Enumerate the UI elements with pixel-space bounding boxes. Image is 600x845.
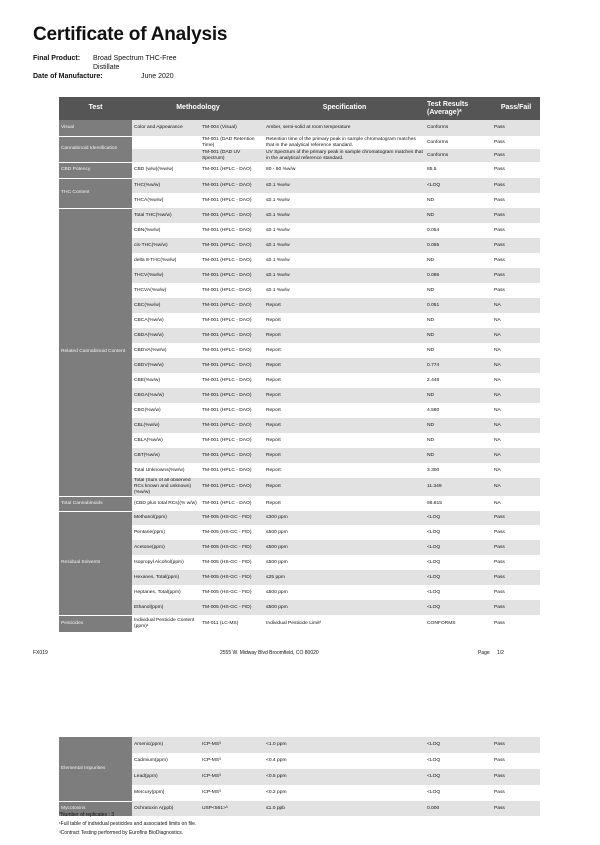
- footnote-pesticides: ¹Full table of individual pesticides and associated limits on file.: [59, 821, 197, 827]
- test-name-cell: CBT(%w/w): [132, 448, 200, 463]
- pass-fail-cell: Pass: [492, 555, 540, 570]
- test-group-cell: Total Cannabinoids: [59, 496, 132, 511]
- spec-cell: Report: [264, 328, 425, 343]
- document-title: Certificate of Analysis: [33, 24, 228, 45]
- test-name-cell: Hexanes, Total(ppm): [132, 570, 200, 585]
- pass-fail-cell: Pass: [492, 149, 540, 162]
- pass-fail-cell: Pass: [492, 785, 540, 801]
- pass-fail-cell: NA: [492, 418, 540, 433]
- test-name-cell: THC(%w/w): [132, 178, 200, 193]
- test-group-cell: THC Content: [59, 178, 132, 208]
- header-test-results: Test Results (Average)*: [425, 97, 492, 120]
- method-cell: TM-001 (HPLC - DAO): [200, 162, 264, 178]
- result-cell: 11.349: [425, 478, 492, 496]
- result-cell: 4.580: [425, 403, 492, 418]
- result-cell: <LOQ: [425, 525, 492, 540]
- pass-fail-cell: Pass: [492, 600, 540, 615]
- result-cell: ND: [425, 313, 492, 328]
- spec-cell: ≤500 ppm: [264, 525, 425, 540]
- test-name-cell: [132, 136, 200, 149]
- table-row: [59, 600, 540, 615]
- spec-cell: Report: [264, 448, 425, 463]
- test-name-cell: THCV(%w/w): [132, 268, 200, 283]
- test-name-cell: CBDVA(%w/w): [132, 343, 200, 358]
- test-name-cell: CBE(%w/w): [132, 373, 200, 388]
- spec-cell: Report: [264, 313, 425, 328]
- table-row: [59, 555, 540, 570]
- test-name-cell: Color and Appearance: [132, 120, 200, 136]
- pass-fail-cell: Pass: [492, 136, 540, 149]
- test-group-cell: Cannabinoid Identification: [59, 136, 132, 162]
- result-cell: <LOQ: [425, 737, 492, 753]
- spec-cell: Report: [264, 388, 425, 403]
- test-name-cell: THCA(%w/w): [132, 193, 200, 208]
- method-cell: TM-005 (HS-GC - FID): [200, 555, 264, 570]
- result-cell: <LOQ: [425, 570, 492, 585]
- pass-fail-cell: Pass: [492, 615, 540, 632]
- test-name-cell: Total THC(%w/w): [132, 208, 200, 223]
- method-cell: TM-001 (DAD Retention Time): [200, 136, 264, 149]
- pass-fail-cell: NA: [492, 313, 540, 328]
- header-pass-fail: Pass/Fail: [492, 97, 540, 120]
- method-cell: TM-001 (HPLC - DAO): [200, 298, 264, 313]
- result-cell: CONFORMS: [425, 615, 492, 632]
- footer-address: 2555 W. Midway Blvd Broomfield, CO 80020: [220, 650, 319, 656]
- table-row: [59, 253, 540, 268]
- pass-fail-cell: NA: [492, 433, 540, 448]
- method-cell: TM-001 (HPLC - DAO): [200, 418, 264, 433]
- method-cell: TM-005 (HS-GC - FID): [200, 511, 264, 525]
- test-group-cell: Elemental Impurities: [59, 737, 132, 801]
- footer-code: FX019: [33, 650, 48, 656]
- method-cell: TM-001 (DAD UV Spectrum): [200, 149, 264, 162]
- spec-cell: Report: [264, 463, 425, 478]
- result-cell: 0.774: [425, 358, 492, 373]
- test-group-cell: Residual Solvents: [59, 511, 132, 615]
- table-row: [59, 120, 540, 136]
- method-cell: TM-001 (HPLC - DAO): [200, 463, 264, 478]
- pass-fail-cell: NA: [492, 478, 540, 496]
- spec-cell: ≤0.1 %w/w: [264, 208, 425, 223]
- spec-cell: <0.5 ppm: [264, 769, 425, 785]
- pass-fail-cell: Pass: [492, 193, 540, 208]
- spec-cell: <0.2 ppm: [264, 785, 425, 801]
- final-product-label: Final Product:: [33, 55, 81, 62]
- spec-cell: ≤0.1 %w/w: [264, 238, 425, 253]
- pass-fail-cell: NA: [492, 328, 540, 343]
- spec-cell: ≤0.1 %w/w: [264, 283, 425, 298]
- method-cell: ICP-MS³: [200, 769, 264, 785]
- method-cell: TM-001 (HPLC - DAO): [200, 403, 264, 418]
- result-cell: <LOQ: [425, 769, 492, 785]
- test-name-cell: CBDV(%w/w): [132, 358, 200, 373]
- method-cell: TM-001 (HPLC - DAO): [200, 358, 264, 373]
- spec-cell: 80 - 90 %w/w: [264, 162, 425, 178]
- result-cell: ND: [425, 283, 492, 298]
- method-cell: TM-001 (HPLC - DAO): [200, 178, 264, 193]
- table-row: [59, 769, 540, 785]
- table-row: [59, 388, 540, 403]
- spec-cell: Report: [264, 298, 425, 313]
- spec-cell: <1.0 ppm: [264, 737, 425, 753]
- spec-cell: ≤0.1 %w/w: [264, 223, 425, 238]
- pass-fail-cell: Pass: [492, 753, 540, 769]
- results-table-page2-body: [59, 737, 540, 816]
- pass-fail-cell: Pass: [492, 268, 540, 283]
- result-cell: ND: [425, 193, 492, 208]
- pass-fail-cell: NA: [492, 343, 540, 358]
- result-cell: Conforms: [425, 136, 492, 149]
- table-row: [59, 585, 540, 600]
- test-name-cell: CBG(%w/w): [132, 403, 200, 418]
- spec-cell: Report: [264, 418, 425, 433]
- table-row: [59, 149, 540, 162]
- pass-fail-cell: Pass: [492, 223, 540, 238]
- pass-fail-cell: Pass: [492, 238, 540, 253]
- spec-cell: ≤500 ppm: [264, 555, 425, 570]
- spec-cell: ≤0.1 %w/w: [264, 193, 425, 208]
- spec-cell: Report: [264, 358, 425, 373]
- pass-fail-cell: NA: [492, 388, 540, 403]
- result-cell: ND: [425, 418, 492, 433]
- pass-fail-cell: NA: [492, 373, 540, 388]
- test-name-cell: Ethanol(ppm): [132, 600, 200, 615]
- table-row: [59, 343, 540, 358]
- manufacture-date-label: Date of Manufacture:: [33, 73, 103, 80]
- method-cell: TM-011 (LC-MS): [200, 615, 264, 632]
- pass-fail-cell: NA: [492, 298, 540, 313]
- method-cell: TM-001 (HPLC - DAO): [200, 373, 264, 388]
- method-cell: USP<561>³: [200, 801, 264, 816]
- method-cell: TM-001 (HPLC - DAO): [200, 283, 264, 298]
- table-row: [59, 418, 540, 433]
- test-name-cell: Isopropyl Alcohol(ppm): [132, 555, 200, 570]
- footnotes: [59, 811, 196, 838]
- table-row: [59, 313, 540, 328]
- test-name-cell: Mercury(ppm): [132, 785, 200, 801]
- table-row: [59, 136, 540, 149]
- method-cell: ICP-MS³: [200, 785, 264, 801]
- method-cell: TM-001 (HPLC - DAO): [200, 343, 264, 358]
- pass-fail-cell: NA: [492, 496, 540, 511]
- footnote-replicates: *Number of replicates : 3: [59, 812, 115, 818]
- table-row: [59, 433, 540, 448]
- spec-cell: Report: [264, 496, 425, 511]
- pass-fail-cell: NA: [492, 463, 540, 478]
- result-cell: <LOQ: [425, 511, 492, 525]
- header-test: Test: [59, 97, 132, 120]
- test-name-cell: Ochratoxin A(ppb): [132, 801, 200, 816]
- method-cell: TM-005 (HS-GC - FID): [200, 525, 264, 540]
- method-cell: TM-001 (HPLC - DAO): [200, 433, 264, 448]
- test-name-cell: [132, 149, 200, 162]
- test-name-cell: (CBD plus total RCs)(% w/w): [132, 496, 200, 511]
- test-group-cell: CBD Potency: [59, 162, 132, 178]
- table-row: [59, 298, 540, 313]
- footer-page-number: 1/2: [497, 650, 504, 656]
- spec-cell: ≤0.1 %w/w: [264, 178, 425, 193]
- method-cell: TM-001 (HPLC - DAO): [200, 208, 264, 223]
- result-cell: ND: [425, 448, 492, 463]
- spec-cell: Report: [264, 403, 425, 418]
- test-name-cell: THCVA(%w/w): [132, 283, 200, 298]
- table-row: [59, 283, 540, 298]
- test-name-cell: CBL(%w/w): [132, 418, 200, 433]
- table-row: [59, 193, 540, 208]
- method-cell: TM-005 (HS-GC - FID): [200, 570, 264, 585]
- final-product-line1: Broad Spectrum THC-Free: [93, 55, 177, 62]
- method-cell: TM-001 (HPLC - DAO): [200, 313, 264, 328]
- test-group-cell: Pesticides: [59, 615, 132, 632]
- test-name-cell: Lead(ppm): [132, 769, 200, 785]
- method-cell: TM-001 (HPLC - DAO): [200, 448, 264, 463]
- test-name-cell: cis-THC(%w/w): [132, 238, 200, 253]
- table-row: [59, 358, 540, 373]
- result-cell: ND: [425, 343, 492, 358]
- result-cell: 0.054: [425, 223, 492, 238]
- pass-fail-cell: NA: [492, 403, 540, 418]
- method-cell: TM-001 (HPLC - DAO): [200, 223, 264, 238]
- final-product-line2: Distillate: [93, 64, 120, 71]
- result-cell: 0.086: [425, 268, 492, 283]
- table-row: [59, 268, 540, 283]
- table-row: [59, 403, 540, 418]
- table-row: [59, 785, 540, 801]
- method-cell: TM-005 (HS-GC - FID): [200, 585, 264, 600]
- result-cell: ND: [425, 388, 492, 403]
- table-row: [59, 178, 540, 193]
- pass-fail-cell: NA: [492, 448, 540, 463]
- test-name-cell: Arsenic(ppm): [132, 737, 200, 753]
- pass-fail-cell: Pass: [492, 283, 540, 298]
- pass-fail-cell: NA: [492, 358, 540, 373]
- manufacture-date: [33, 73, 174, 80]
- table-row: [59, 737, 540, 753]
- table-row: [59, 448, 540, 463]
- header-methodology: Methodology: [132, 97, 264, 120]
- result-cell: 0.055: [425, 238, 492, 253]
- table-row: [59, 208, 540, 223]
- method-cell: TM-001 (HPLC - DAO): [200, 478, 264, 496]
- method-cell: ICP-MS³: [200, 753, 264, 769]
- table-row: [59, 511, 540, 525]
- result-cell: ND: [425, 253, 492, 268]
- test-name-cell: Heptanes, Total(ppm): [132, 585, 200, 600]
- test-group-cell: Visual: [59, 120, 132, 136]
- table-row: [59, 496, 540, 511]
- pass-fail-cell: Pass: [492, 525, 540, 540]
- spec-cell: ≤500 ppm: [264, 585, 425, 600]
- test-name-cell: CBDA(%w/w): [132, 328, 200, 343]
- method-cell: TM-001 (HPLC - DAO): [200, 193, 264, 208]
- test-name-cell: Acetone(ppm): [132, 540, 200, 555]
- result-cell: 3.300: [425, 463, 492, 478]
- final-product: [33, 55, 177, 71]
- test-name-cell: Methanol(ppm): [132, 511, 200, 525]
- method-cell: ICP-MS³: [200, 737, 264, 753]
- spec-cell: ≤25 ppm: [264, 570, 425, 585]
- spec-cell: ≤500 ppm: [264, 600, 425, 615]
- spec-cell: ≤300 ppm: [264, 511, 425, 525]
- spec-cell: Report: [264, 478, 425, 496]
- results-table-page2: [59, 737, 540, 817]
- spec-cell: <0.4 ppm: [264, 753, 425, 769]
- spec-cell: Retention time of the primary peak in sample chromatogram matches that in the analytical reference standard.: [264, 136, 425, 149]
- test-group-cell: Related Cannabinoid Content: [59, 208, 132, 496]
- footer-page-label: Page: [478, 650, 490, 656]
- pass-fail-cell: Pass: [492, 540, 540, 555]
- table-row: [59, 463, 540, 478]
- test-name-cell: Total Unknowns(%w/w): [132, 463, 200, 478]
- pass-fail-cell: Pass: [492, 570, 540, 585]
- result-cell: ND: [425, 433, 492, 448]
- test-name-cell: CBD (w/w)(%w/w): [132, 162, 200, 178]
- result-cell: ND: [425, 208, 492, 223]
- test-name-cell: Total (Sum of all observed RCs known and unknown)(%w/w): [132, 478, 200, 496]
- table-row: [59, 223, 540, 238]
- result-cell: 2.448: [425, 373, 492, 388]
- result-cell: <LOQ: [425, 600, 492, 615]
- spec-cell: ≤500 ppm: [264, 540, 425, 555]
- method-cell: TM-004 (Visual): [200, 120, 264, 136]
- test-group-cell: Mycotoxins: [59, 801, 132, 816]
- method-cell: TM-001 (HPLC - DAO): [200, 496, 264, 511]
- result-cell: <LOQ: [425, 178, 492, 193]
- method-cell: TM-005 (HS-GC - FID): [200, 600, 264, 615]
- table-row: [59, 615, 540, 632]
- results-table-body: [59, 120, 540, 632]
- method-cell: TM-001 (HPLC - DAO): [200, 238, 264, 253]
- method-cell: TM-001 (HPLC - DAO): [200, 268, 264, 283]
- test-name-cell: CBGA(%w/w): [132, 388, 200, 403]
- result-cell: 85.5: [425, 162, 492, 178]
- result-cell: <LOQ: [425, 785, 492, 801]
- test-name-cell: CBLA(%w/w): [132, 433, 200, 448]
- test-name-cell: Pentane(ppm): [132, 525, 200, 540]
- spec-cell: Report: [264, 373, 425, 388]
- pass-fail-cell: Pass: [492, 511, 540, 525]
- spec-cell: Report: [264, 343, 425, 358]
- table-row: [59, 540, 540, 555]
- spec-cell: Report: [264, 433, 425, 448]
- spec-cell: ≤1.0 ppb: [264, 801, 425, 816]
- result-cell: <LOQ: [425, 540, 492, 555]
- pass-fail-cell: Pass: [492, 178, 540, 193]
- method-cell: TM-001 (HPLC - DAO): [200, 328, 264, 343]
- pass-fail-cell: Pass: [492, 120, 540, 136]
- test-name-cell: CBN(%w/w): [132, 223, 200, 238]
- pass-fail-cell: Pass: [492, 208, 540, 223]
- pass-fail-cell: Pass: [492, 737, 540, 753]
- result-cell: <LOQ: [425, 585, 492, 600]
- method-cell: TM-001 (HPLC - DAO): [200, 253, 264, 268]
- result-cell: 0.051: [425, 298, 492, 313]
- result-cell: ND: [425, 328, 492, 343]
- table-row: [59, 570, 540, 585]
- method-cell: TM-005 (HS-GC - FID): [200, 540, 264, 555]
- spec-cell: ≤0.1 %w/w: [264, 268, 425, 283]
- spec-cell: Amber, semi-solid at room temperature: [264, 120, 425, 136]
- manufacture-date-value: June 2020: [141, 73, 174, 80]
- pass-fail-cell: Pass: [492, 162, 540, 178]
- results-table: [59, 97, 540, 633]
- test-name-cell: Individual Pesticide Content (ppm)¹: [132, 615, 200, 632]
- test-name-cell: CBC(%w/w): [132, 298, 200, 313]
- header-specification: Specification: [264, 97, 425, 120]
- method-cell: TM-001 (HPLC - DAO): [200, 388, 264, 403]
- test-name-cell: CBCA(%w/w): [132, 313, 200, 328]
- test-name-cell: Cadmium(ppm): [132, 753, 200, 769]
- pass-fail-cell: Pass: [492, 769, 540, 785]
- result-cell: <LOQ: [425, 753, 492, 769]
- table-row: [59, 753, 540, 769]
- pass-fail-cell: Pass: [492, 801, 540, 816]
- pass-fail-cell: Pass: [492, 585, 540, 600]
- result-cell: <LOQ: [425, 555, 492, 570]
- spec-cell: UV Spectrum of the primary peak in sample chromatogram matches that in the analytical reference standard.: [264, 149, 425, 162]
- table-row: [59, 162, 540, 178]
- table-row: [59, 238, 540, 253]
- result-cell: 0.000: [425, 801, 492, 816]
- table-header-row: [59, 97, 540, 120]
- table-row: [59, 478, 540, 496]
- footnote-contract-testing: ³Contract Testing performed by Eurofins BioDiagnostics.: [59, 830, 184, 836]
- result-cell: Conforms: [425, 149, 492, 162]
- result-cell: 96.815: [425, 496, 492, 511]
- table-row: [59, 373, 540, 388]
- result-cell: Conforms: [425, 120, 492, 136]
- table-row: [59, 525, 540, 540]
- spec-cell: Individual Pesticide Limit²: [264, 615, 425, 632]
- test-name-cell: delta 8-THC(%w/w): [132, 253, 200, 268]
- pass-fail-cell: Pass: [492, 253, 540, 268]
- spec-cell: ≤0.1 %w/w: [264, 253, 425, 268]
- table-row: [59, 328, 540, 343]
